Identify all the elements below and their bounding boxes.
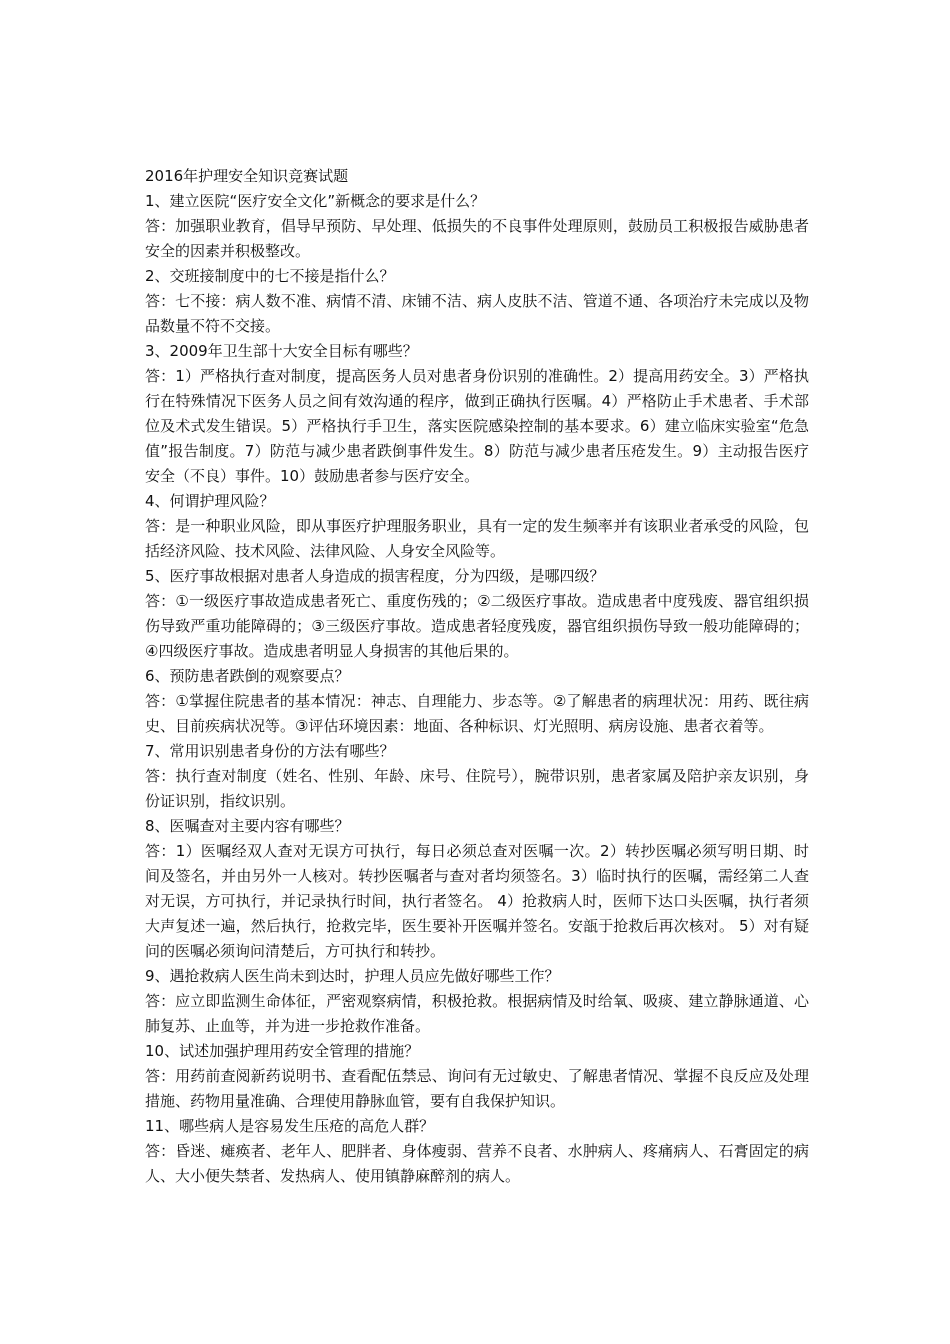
question-5: 5、医疗事故根据对患者人身造成的损害程度，分为四级，是哪四级？ [145, 567, 605, 585]
answer-9: 答：应立即监测生命体征，严密观察病情，积极抢救。根据病情及时给氧、吸痰、建立静脉通道、心肺复苏、止血等，并为进一步抢救作准备。 [145, 992, 809, 1035]
question-11: 11、哪些病人是容易发生压疮的高危人群？ [145, 1117, 435, 1135]
question-2: 2、交班接制度中的七不接是指什么？ [145, 267, 395, 285]
question-1: 1、建立医院“医疗安全文化”新概念的要求是什么？ [145, 192, 486, 210]
question-6: 6、预防患者跌倒的观察要点？ [145, 667, 350, 685]
answer-7: 答：执行查对制度（姓名、性别、年龄、床号、住院号），腕带识别，患者家属及陪护亲友识别，身份证识别，指纹识别。 [145, 767, 809, 810]
answer-6: 答：①掌握住院患者的基本情况：神志、自理能力、步态等。②了解患者的病理状况：用药、既往病史、目前疾病状况等。③评估环境因素：地面、各种标识、灯光照明、病房设施、患者衣着等。 [145, 692, 809, 735]
question-10: 10、试述加强护理用药安全管理的措施？ [145, 1042, 420, 1060]
answer-2: 答：七不接：病人数不准、病情不清、床铺不洁、病人皮肤不洁、管道不通、各项治疗未完成以及物品数量不符不交接。 [145, 292, 809, 335]
answer-11: 答：昏迷、瘫痪者、老年人、肥胖者、身体瘦弱、营养不良者、水肿病人、疼痛病人、石膏固定的病人、大小便失禁者、发热病人、使用镇静麻醉剂的病人。 [145, 1142, 809, 1185]
question-7: 7、常用识别患者身份的方法有哪些？ [145, 742, 395, 760]
answer-5: 答：①一级医疗事故造成患者死亡、重度伤残的；②二级医疗事故。造成患者中度残废、器官组织损伤导致严重功能障碍的；③三级医疗事故。造成患者轻度残废，器官组织损伤导致一般功能障碍的；④四级医疗事故。造成患者明显人身损害的其他后果的。 [145, 592, 809, 660]
document-page [145, 164, 809, 1189]
answer-3: 答：1）严格执行查对制度，提高医务人员对患者身份识别的准确性。2）提高用药安全。3）严格执行在特殊情况下医务人员之间有效沟通的程序，做到正确执行医嘱。4）严格防止手术患者、手术部位及术式发生错误。5）严格执行手卫生，落实医院感染控制的基本要求。6）建立临床实验室“危急值”报告制度。7）防范与减少患者跌倒事件发生。8）防范与减少患者压疮发生。9）主动报告医疗安全（不良）事件。10）鼓励患者参与医疗安全。 [145, 367, 809, 485]
answer-4: 答：是一种职业风险，即从事医疗护理服务职业，具有一定的发生频率并有该职业者承受的风险，包括经济风险、技术风险、法律风险、人身安全风险等。 [145, 517, 809, 560]
answer-8: 答：1）医嘱经双人查对无误方可执行，每日必须总查对医嘱一次。2）转抄医嘱必须写明日期、时间及签名，并由另外一人核对。转抄医嘱者与查对者均须签名。3）临时执行的医嘱，需经第二人查对无误，方可执行，并记录执行时间，执行者签名。 4）抢救病人时，医师下达口头医嘱，执行者须大声复述一遍，然后执行，抢救完毕，医生要补开医嘱并签名。安瓿于抢救后再次核对。 5）对有疑问的医嘱必须询问清楚后，方可执行和转抄。 [145, 842, 809, 960]
answer-10: 答：用药前查阅新药说明书、查看配伍禁忌、询问有无过敏史、了解患者情况、掌握不良反应及处理措施、药物用量准确、合理使用静脉血管，要有自我保护知识。 [145, 1067, 809, 1110]
question-3: 3、2009年卫生部十大安全目标有哪些？ [145, 342, 418, 360]
question-9: 9、遇抢救病人医生尚未到达时，护理人员应先做好哪些工作？ [145, 967, 560, 985]
document-title: 2016年护理安全知识竞赛试题 [145, 167, 349, 185]
question-4: 4、何谓护理风险？ [145, 492, 275, 510]
answer-1: 答：加强职业教育，倡导早预防、早处理、低损失的不良事件处理原则，鼓励员工积极报告威胁患者安全的因素并积极整改。 [145, 217, 809, 260]
question-8: 8、医嘱查对主要内容有哪些？ [145, 817, 350, 835]
